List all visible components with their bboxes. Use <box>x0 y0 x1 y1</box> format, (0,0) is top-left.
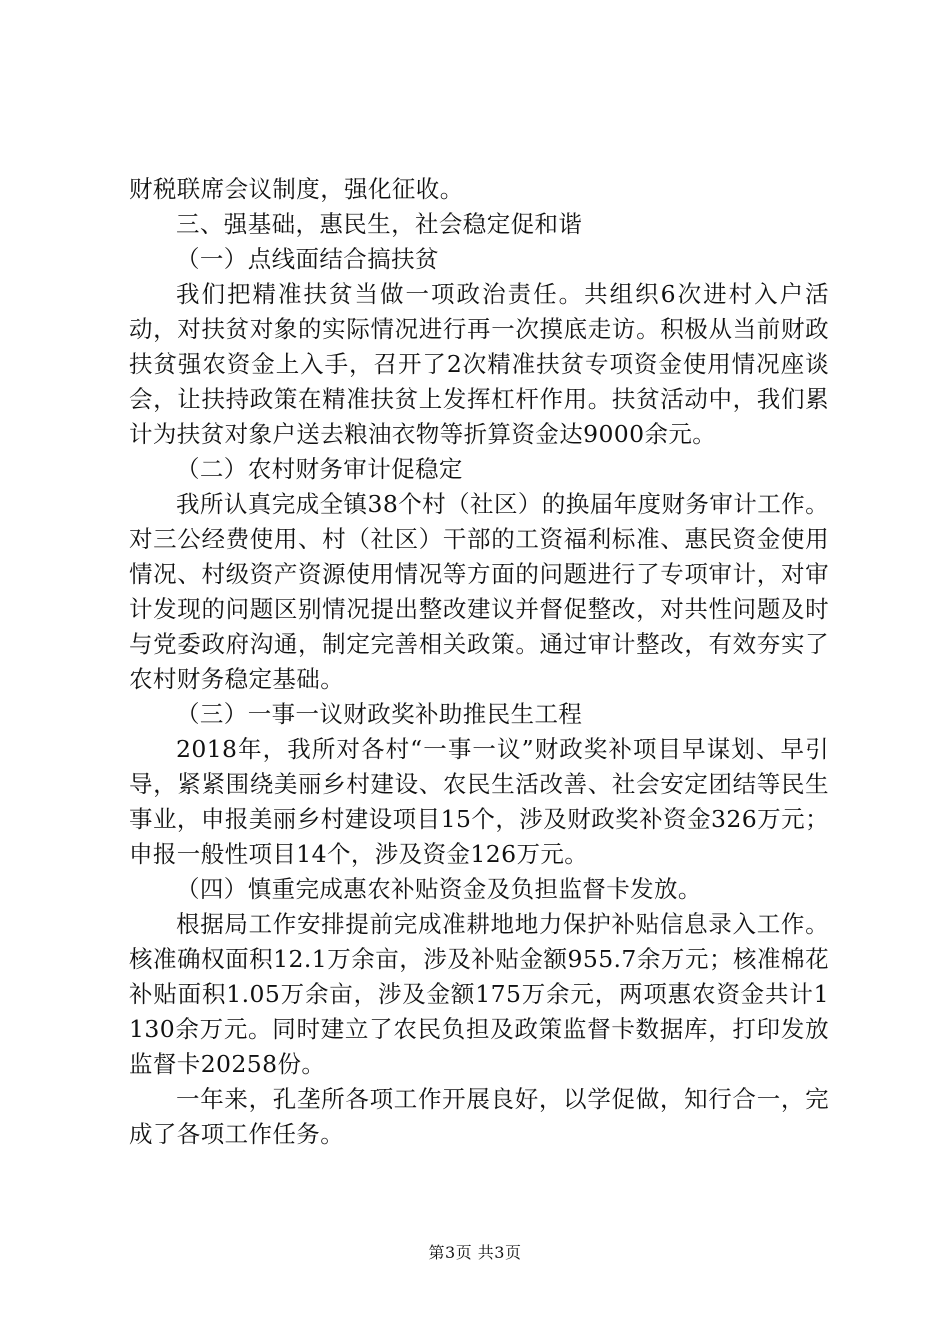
subsection-heading: （四）慎重完成惠农补贴资金及负担监督卡发放。 <box>176 875 702 903</box>
body-paragraph: 我们把精准扶贫当做一项政治责任。共组织6次进村入户活动，对扶贫对象的实际情况进行再一次摸底走访。积极从当前财政扶贫强农资金上入手，召开了2次精准扶贫专项资金使用情况座谈会，让扶持政策在精准扶贫上发挥杠杆作用。扶贫活动中，我们累计为扶贫对象户送去粮油衣物等折算资金达9000余元。 <box>129 280 829 448</box>
paragraph-continuation: 财税联席会议制度，强化征收。 <box>129 175 464 203</box>
page-footer: 第3页 共3页 <box>428 1243 522 1262</box>
body-paragraph: 我所认真完成全镇38个村（社区）的换届年度财务审计工作。对三公经费使用、村（社区）干部的工资福利标准、惠民资金使用情况、村级资产资源使用情况等方面的问题进行了专项审计，对审计发现的问题区别情况提出整改建议并督促整改，对共性问题及时与党委政府沟通，制定完善相关政策。通过审计整改，有效夯实了农村财务稳定基础。 <box>129 490 829 693</box>
subsection-heading: （三）一事一议财政奖补助推民生工程 <box>176 700 583 728</box>
subsection-heading: （一）点线面结合搞扶贫 <box>176 245 439 273</box>
section-heading: 三、强基础，惠民生，社会稳定促和谐 <box>176 210 583 238</box>
body-paragraph: 2018年，我所对各村“一事一议”财政奖补项目早谋划、早引导，紧紧围绕美丽乡村建设、农民生活改善、社会安定团结等民生事业，申报美丽乡村建设项目15个，涉及财政奖补资金326万元；申报一般性项目14个，涉及资金126万元。 <box>129 735 829 868</box>
body-paragraph: 根据局工作安排提前完成准耕地地力保护补贴信息录入工作。核准确权面积12.1万余亩，涉及补贴金额955.7余万元；核准棉花补贴面积1.05万余亩，涉及金额175万余元，两项惠农资金共计1130余万元。同时建立了农民负担及政策监督卡数据库，打印发放监督卡20258份。 <box>129 910 829 1078</box>
subsection-heading: （二）农村财务审计促稳定 <box>176 455 463 483</box>
document-body <box>129 172 829 1152</box>
body-paragraph: 一年来，孔垄所各项工作开展良好，以学促做，知行合一，完成了各项工作任务。 <box>129 1085 829 1148</box>
